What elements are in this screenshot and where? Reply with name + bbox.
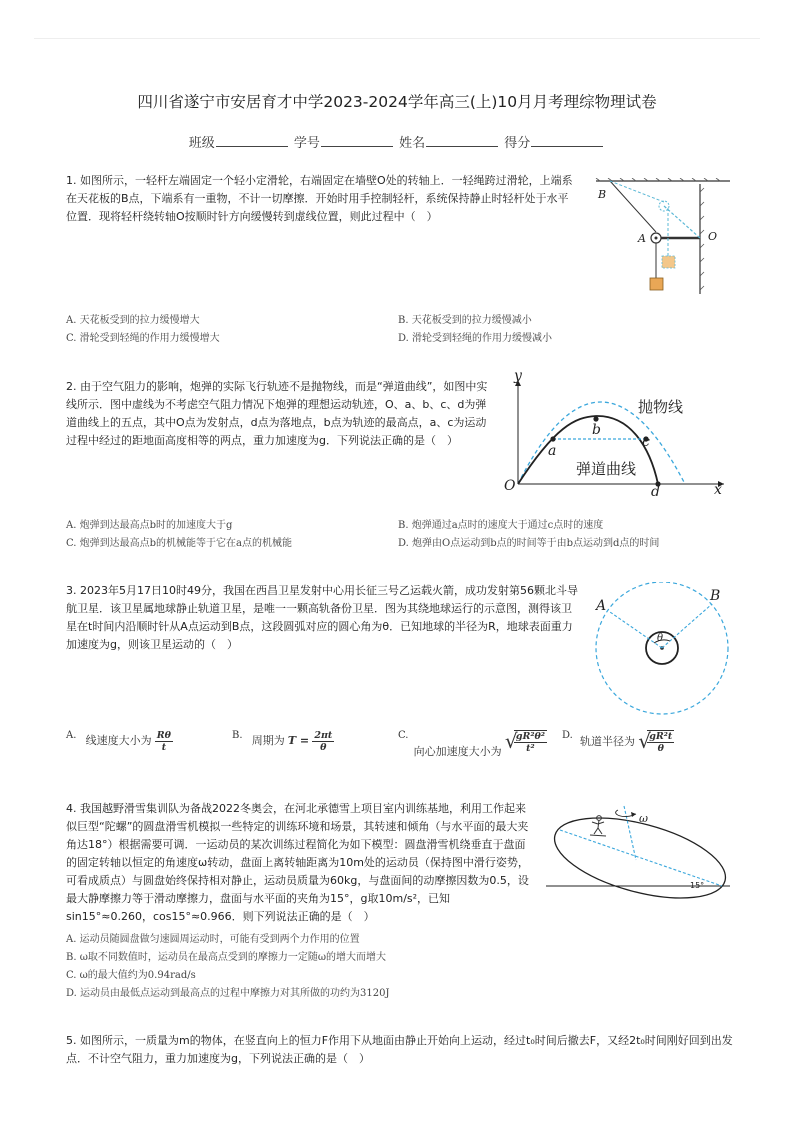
q3-stem: 3. 2023年5月17日10时49分，我国在西昌卫星发射中心用长征三号乙运载火箭，成功发射第56颗北斗导航卫星．该卫星属地球静止轨道卫星，是唯一一颗高轨备份卫星．图为其绕地球运行的示意图，测得该卫星在t时间内沿顺时针从A点运动到B点，这段圆弧对应的圆心角为θ．已知地球的半径为R，地球表面重力加速度为g，则该卫星运动的（ ） — [66, 584, 578, 651]
q1-label-o: O — [708, 230, 718, 243]
q2-figure — [500, 372, 732, 498]
q4-figure — [540, 798, 736, 908]
name-label: 姓名 — [399, 136, 426, 151]
q3-option-c-sqrt: √ $\frac{\text{gR²θ²}}{\text{t²}}$ — [504, 729, 546, 754]
q2-axis-x: x — [714, 482, 722, 498]
q2-option-a[interactable]: A. 炮弹到达最高点b时的加速度大于g — [66, 520, 233, 531]
q3-option-a-label: A. — [66, 730, 77, 741]
q3-option-a-text: 线速度大小为 — [85, 734, 152, 747]
q2-label-ballistic: 弹道曲线 — [576, 460, 637, 478]
q2-label-parabola: 抛物线 — [638, 398, 684, 416]
q3-option-a-fraction: $\frac{R\theta}{t}$ — [156, 730, 172, 753]
q3-option-b-fraction: $\frac{2\pi t}{\theta}$ — [314, 730, 333, 753]
q3-figure — [590, 582, 736, 728]
top-rule — [34, 38, 760, 39]
q5-stem: 5. 如图所示，一质量为m的物体，在竖直向上的恒力F作用下从地面由静止开始向上运动，经过t₀时间后撤去F，又经2t₀时间刚好回到出发点．不计空气阻力，重力加速度为g，下列说法正确的是（ ） — [66, 1034, 733, 1065]
class-blank[interactable] — [216, 134, 288, 147]
q2-label-a: a — [548, 443, 557, 459]
q3-option-c-label: C. — [398, 730, 409, 741]
q4-option-d[interactable]: D. 运动员由最低点运动到最高点的过程中摩擦力对其所做的功约为3120J — [66, 988, 390, 999]
q1-label-a: A — [638, 232, 646, 245]
q4-stem: 4. 我国越野滑雪集训队为备战2022冬奥会，在河北承德雪上项目室内训练基地，利用工作起来似巨型“陀螺”的圆盘滑雪机模拟一些特定的训练环境和场景，其转速和倾角（与水平面的最大夹角达18°）根据需要可调．一运动员的某次训练过程简化为如下模型：圆盘滑雪机绕垂直于盘面的固定转轴以恒定的角速度ω转动，盘面上离转轴距离为10m处的运动员（保持图中滑行姿势，可看成质点）与圆盘始终保持相对静止，运动员质量为60kg，与盘面间的动摩擦因数为0.5，设最大静摩擦力等于滑动摩擦力，盘面与水平面的夹角为15°，g取10m/s²，已知sin15°≈0.260，cos15°≈0.966．则下列说法正确的是（ ） — [66, 802, 529, 923]
q3-option-d-text: 轨道半径为 — [580, 734, 636, 748]
q3-option-d-label: D. — [562, 730, 573, 741]
q2-label-d: d — [651, 484, 660, 498]
q1-stem: 1. 如图所示，一轻杆左端固定一个轻小定滑轮，右端固定在墙壁O处的转轴上．一轻绳跨过滑轮，上端系在天花板的B点，下端系有一重物，不计一切摩擦．开始时用手控制轻杆，系统保持静止时轻杆处于水平位置．现将轻杆绕转轴O按顺时针方向缓慢转到虚线位置，则此过程中（ ） — [66, 174, 573, 223]
q3-option-b-label: B. — [232, 730, 243, 741]
q3-option-b-lhs: T = — [287, 734, 310, 747]
q3-label-a: A — [596, 598, 607, 614]
q1-option-d[interactable]: D. 滑轮受到轻绳的作用力缓慢减小 — [398, 333, 553, 344]
q1-option-a[interactable]: A. 天花板受到的拉力缓慢增大 — [66, 315, 200, 326]
q2-axis-y: y — [514, 372, 522, 384]
score-label: 得分 — [504, 136, 531, 151]
q3-option-c[interactable] — [398, 729, 547, 758]
name-blank[interactable] — [426, 134, 498, 147]
q4-option-b[interactable]: B. ω取不同数值时，运动员在最高点受到的摩擦力一定随ω的增大而增大 — [66, 952, 387, 963]
q3-label-b: B — [710, 588, 721, 604]
q1-figure — [592, 178, 732, 296]
score-blank[interactable] — [531, 134, 603, 147]
class-label: 班级 — [188, 136, 215, 151]
q3-label-theta: θ — [657, 633, 664, 644]
student-number-blank[interactable] — [321, 134, 393, 147]
q2-label-o: O — [504, 478, 516, 494]
q3-option-c-text: 向心加速度大小为 — [413, 744, 502, 758]
q3-option-a[interactable] — [66, 730, 173, 753]
page-title: 四川省遂宁市安居育才中学2023-2024学年高三(上)10月月考理综物理试卷 — [137, 93, 657, 111]
q3-option-d[interactable] — [562, 730, 674, 754]
q4-label-omega: ω — [639, 812, 648, 825]
student-number-label: 学号 — [293, 136, 320, 151]
student-info-row — [0, 132, 794, 151]
q1-option-b[interactable]: B. 天花板受到的拉力缓慢减小 — [398, 315, 532, 326]
q3-option-b-text: 周期为 — [251, 734, 285, 747]
q1-option-c[interactable]: C. 滑轮受到轻绳的作用力缓慢增大 — [66, 333, 220, 344]
q2-option-b[interactable]: B. 炮弹通过a点时的速度大于通过c点时的速度 — [398, 520, 604, 531]
q2-label-c: c — [642, 434, 650, 450]
q2-option-d[interactable]: D. 炮弹由O点运动到b点的时间等于由b点运动到d点的时间 — [398, 538, 660, 549]
q2-label-b: b — [592, 422, 601, 438]
q2-option-c[interactable]: C. 炮弹到达最高点b的机械能等于它在a点的机械能 — [66, 538, 293, 549]
q3-option-b[interactable] — [232, 730, 334, 753]
q4-option-a[interactable]: A. 运动员随圆盘做匀速圆周运动时，可能有受到两个力作用的位置 — [66, 934, 360, 945]
q1-label-b: B — [598, 188, 607, 201]
q2-stem: 2. 由于空气阻力的影响，炮弹的实际飞行轨迹不是抛物线，而是“弹道曲线”，如图中实线所示．图中虚线为不考虑空气阻力情况下炮弹的理想运动轨迹，O、a、b、c、d为弹道曲线上的五点，其中O点为发射点，d点为落地点，b点为轨迹的最高点，a、c为运动过程中经过的距地面高度相等的两点，重力加速度为g．下列说法正确的是（ ） — [66, 380, 488, 447]
q3-option-d-sqrt: √ $\frac{\text{gR²t}}{\theta}$ — [638, 729, 673, 754]
q4-option-c[interactable]: C. ω的最大值约为0.94rad/s — [66, 970, 196, 981]
q4-label-angle: 15° — [690, 881, 705, 890]
